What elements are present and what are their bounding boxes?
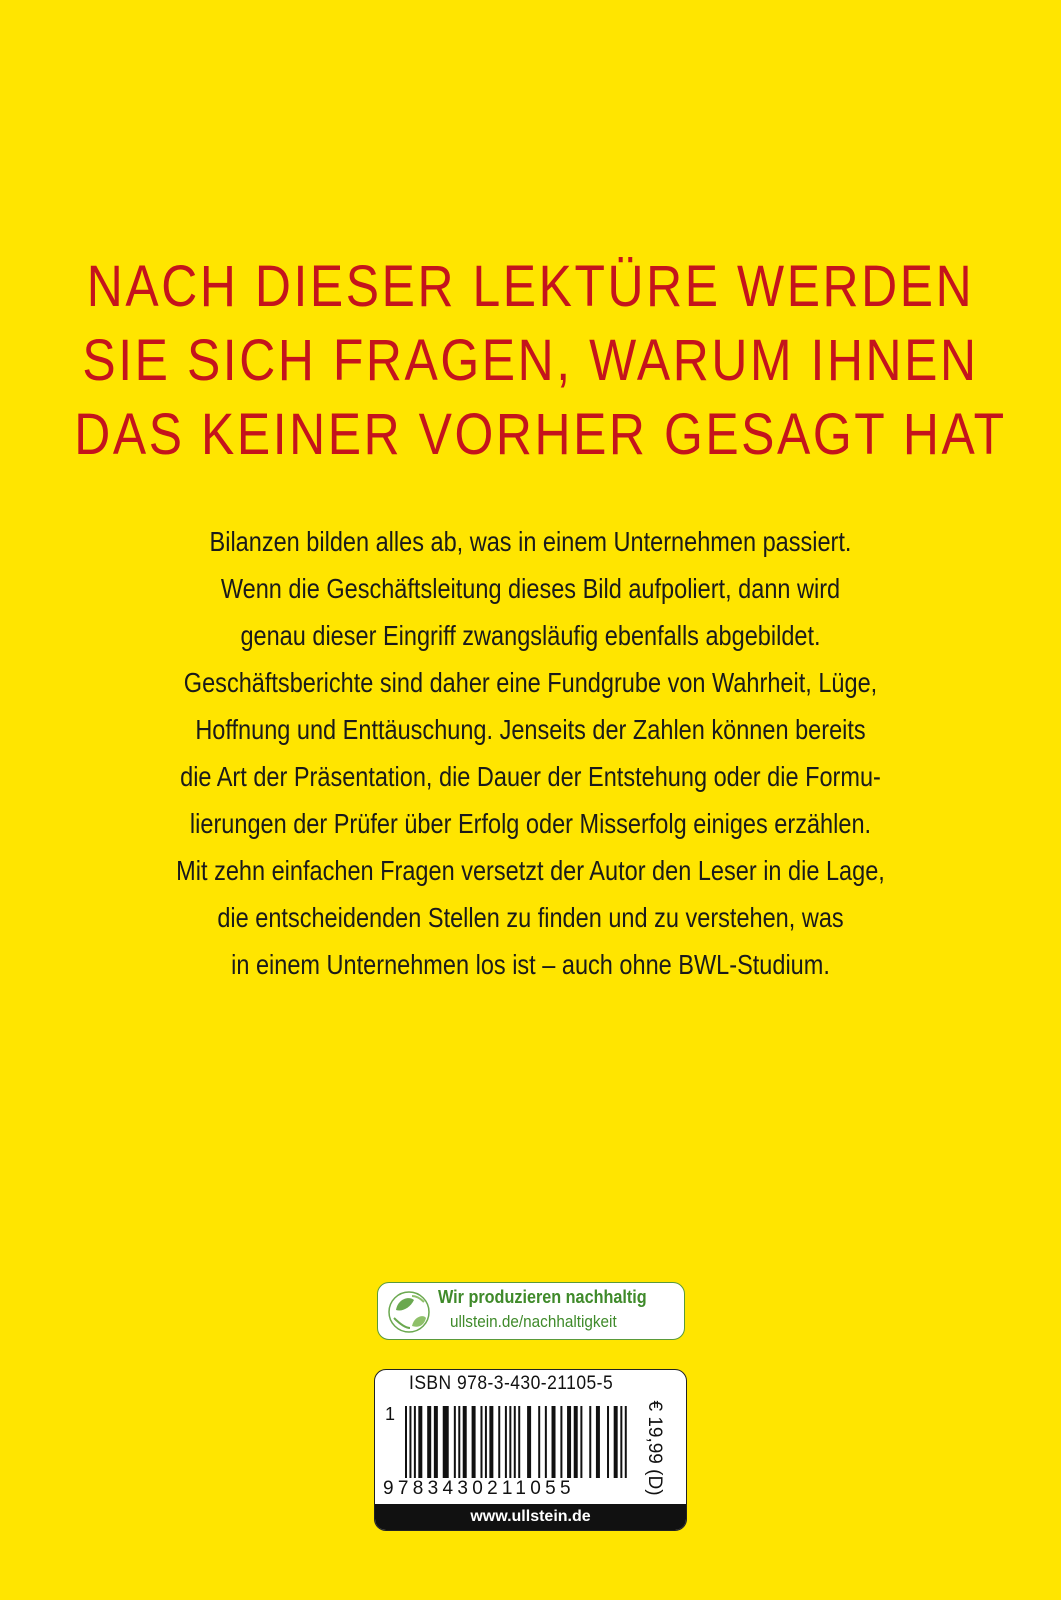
barcode-bar [580,1406,582,1478]
barcode-bar [538,1406,540,1478]
blurb-line: in einem Unternehmen los ist – auch ohne BWL-Studium. [231,949,830,980]
sustainability-badge [377,1282,685,1340]
price-label [639,1398,669,1498]
barcode-bar [552,1406,556,1478]
blurb-line: Hoffnung und Enttäuschung. Jenseits der Zahlen können bereits [195,714,866,745]
blurb-line: genau dieser Eingriff zwangsläufig ebenfalls abgebildet. [240,620,821,651]
barcode-bar [443,1406,449,1478]
barcode-bar [596,1406,600,1478]
barcode-bar [485,1406,487,1478]
barcode-bar [489,1406,493,1478]
barcode-bar [414,1406,416,1478]
barcode-bar [458,1406,460,1478]
barcode-bar [625,1406,627,1478]
barcode-bar [567,1406,571,1478]
barcode-bar [614,1406,618,1478]
price-text: € 19,99 (D) [644,1400,665,1496]
blurb-line: die entscheidenden Stellen zu finden und zu verstehen, was [217,902,844,933]
barcode-bar [509,1406,511,1478]
barcode-bar [418,1406,422,1478]
blurb-line: die Art der Präsentation, die Dauer der Entstehung oder die Formu- [180,761,881,792]
publisher-url: www.ullstein.de [375,1504,686,1530]
isbn-label: ISBN 978-3-430-21105-5 [409,1373,614,1394]
barcode-bar [409,1406,411,1478]
barcode-bar [434,1406,438,1478]
blurb-line: lierungen der Prüfer über Erfolg oder Misserfolg einiges erzählen. [189,808,872,839]
cover-headline [74,250,1007,472]
leaf-globe-icon [384,1288,434,1336]
barcode-bar [620,1406,622,1478]
barcode-bar [574,1406,578,1478]
barcode-bar [427,1406,431,1478]
blurb-line: Wenn die Geschäftsleitung dieses Bild aufpoliert, dann wird [220,573,841,604]
barcode-bar [514,1406,516,1478]
barcode-bar [527,1406,531,1478]
barcode-bar [560,1406,562,1478]
blurb-line: Bilanzen bilden alles ab, was in einem Unternehmen passiert. [209,526,852,557]
barcode-bar [545,1406,547,1478]
blurb-line: Geschäftsberichte sind daher eine Fundgrube von Wahrheit, Lüge, [183,667,878,698]
barcode-bar [607,1406,609,1478]
barcode-bar [405,1406,407,1478]
headline-line: NACH DIESER LEKTÜRE WERDEN [86,254,975,319]
barcode-bar [498,1406,500,1478]
headline-line: DAS KEINER VORHER GESAGT HAT [74,402,1007,467]
barcode-bars [405,1406,627,1478]
barcode-panel [374,1369,687,1531]
barcode-top-digit: 1 [385,1404,396,1424]
barcode-bar [480,1406,482,1478]
barcode-bar [463,1406,467,1478]
barcode-bar [589,1406,591,1478]
barcode-bar [454,1406,456,1478]
blurb-text [85,518,976,988]
blurb-line: Mit zehn einfachen Fragen versetzt der Autor den Leser in die Lage, [176,855,885,886]
barcode-bar [518,1406,520,1478]
badge-title: Wir produzieren nachhaltig [438,1287,647,1307]
headline-line: SIE SICH FRAGEN, WARUM IHNEN [82,328,979,393]
barcode-bar [472,1406,476,1478]
barcode-bar [505,1406,507,1478]
badge-url: ullstein.de/nachhaltigkeit [450,1312,617,1331]
barcode-digits: 9783430211055 [383,1478,575,1499]
